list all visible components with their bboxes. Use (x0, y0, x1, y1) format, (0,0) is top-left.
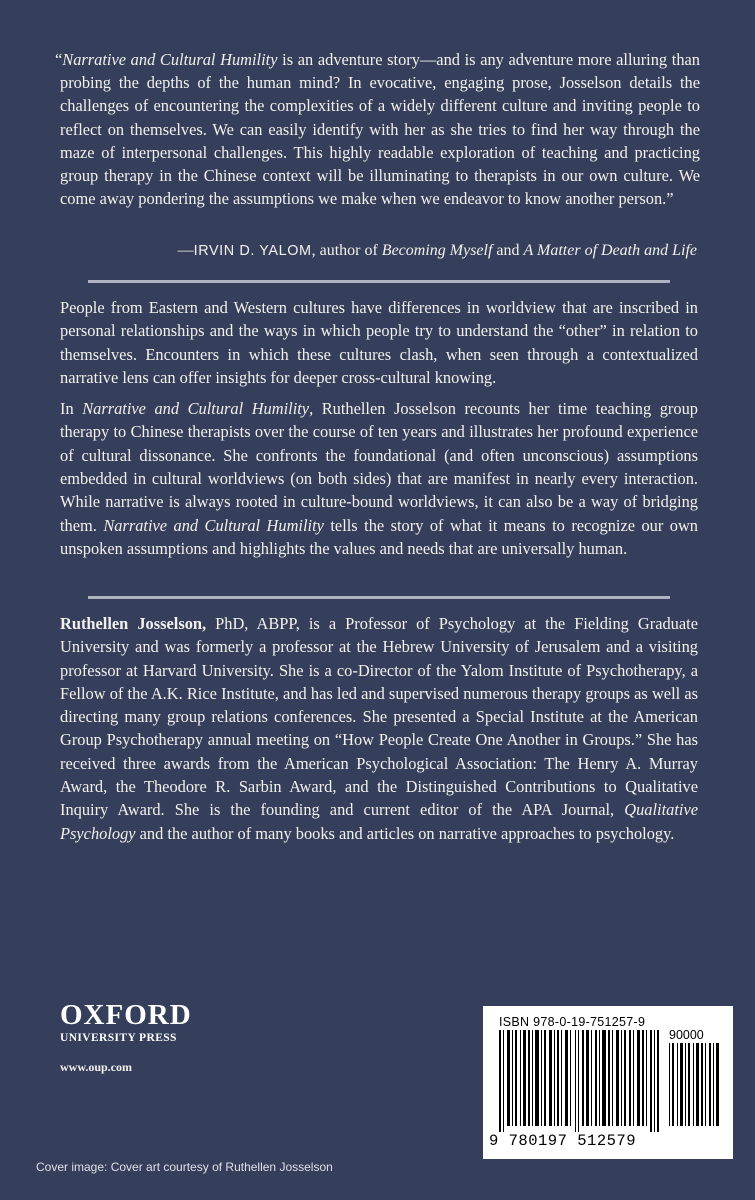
publisher-url: www.oup.com (60, 1060, 133, 1074)
publisher-sub: UNIVERSITY PRESS (60, 1032, 177, 1044)
barcode-digits: 9 780197 512579 (489, 1132, 637, 1150)
endorsement-attribution (60, 242, 697, 260)
author-bio (60, 612, 698, 845)
para2-pre: In (60, 399, 83, 419)
divider-top (88, 280, 670, 283)
price-addon-label: 90000 (669, 1028, 704, 1042)
isbn-label: ISBN 978-0-19-751257-9 (499, 1015, 646, 1029)
endorsement-quote: “Narrative and Cultural Humility is an adventure story—and is any adventure more alluring than probing the depths of the human mind? In evocative, engaging prose, Josselson details the challenges of encountering the complexities of a widely different culture and inviting people to reflect on themselves. We can easily identify with her as she tries to find her way through the maze of interpersonal challenges. This highly readable exploration of teaching and practicing group therapy in the Chinese context will be illuminating to therapists in our own culture. We come away pondering the assumptions we make when we endeavor to know another person.” (55, 50, 700, 209)
para2-mid: , Ruthellen Josselson recounts her time teaching group therapy to Chinese therapists over the course of ten years and illustrates her profound experience of cultural dissonance. She confronts the foundational (and often unconscious) assumptions embedded in cultural worldviews (on both sides) that are manifest in nearly every interaction. While narrative is always rooted in culture-bound worldviews, it can also be a way of bridging them. (60, 399, 698, 535)
ean-barcode-bars (499, 1030, 664, 1132)
cover-credit: Cover image: Cover art courtesy of Ruthellen Josselson (36, 1160, 333, 1174)
para2-end: tells the story of what it means to recognize our own unspoken assumptions and highlights the values and needs that are universally human. (60, 515, 698, 558)
publisher-logo (60, 1000, 192, 1044)
bio-text-end: and the author of many books and articles on narrative approaches to psychology. (135, 823, 675, 843)
endorser-book-2: A Matter of Death and Life (523, 242, 697, 259)
bio-text: PhD, ABPP, is a Professor of Psychology at the Fielding Graduate University and was formerly a professor at the Hebrew University of Jerusalem and a visiting professor at Harvard University. She is a co-Director of the Yalom Institute of Psychotherapy, a Fellow of the A.K. Rice Institute, and has led and supervised numerous therapy groups as well as directing many group relations conferences. She presented a Special Institute at the American Group Psychotherapy annual meeting on “How People Create One Another in Groups.” She has received three awards from the American Psychological Association: The Henry A. Murray Award, the Theodore R. Sarbin Award, and the Distinguished Contributions to Qualitative Inquiry Award. She is the founding and current editor of the APA Journal, (60, 614, 698, 820)
para2-title-2: Narrative and Cultural Humility (103, 515, 324, 535)
publisher-name: OXFORD (60, 999, 192, 1031)
book-description (60, 296, 698, 568)
description-paragraph-2 (60, 397, 698, 560)
para2-title: Narrative and Cultural Humility (82, 399, 310, 419)
book-title-italic: Narrative and Cultural Humility (62, 50, 278, 69)
endorsement-text: is an adventure story—and is any adventure more alluring than probing the depths of the human mind? In evocative, engaging prose, Josselson details the challenges of encountering the complexities of a widely different culture and inviting people to reflect on themselves. We can easily identify with her as she tries to find her way through the maze of interpersonal challenges. This highly readable exploration of teaching and practicing group therapy in the Chinese context will be illuminating to therapists in our own culture. We come away pondering the assumptions we make when we endeavor to know another person.” (60, 50, 700, 209)
endorser-book-1: Becoming Myself (381, 242, 493, 259)
isbn-barcode (483, 1006, 733, 1159)
journal-title: Qualitative Psychology (60, 800, 698, 843)
description-paragraph-1: People from Eastern and Western cultures have differences in worldview that are inscribed in personal relationships and the ways in which people try to understand the “other” in relation to themselves. Encounters in which these cultures clash, when seen through a contextualized narrative lens can offer insights for deeper cross-cultural knowing. (60, 298, 698, 387)
attribution-text: , author of (311, 242, 382, 259)
price-addon-bars (669, 1043, 721, 1126)
endorser-name: IRVIN D. YALOM (193, 243, 312, 259)
attribution-dash: — (177, 242, 194, 259)
attribution-and: and (492, 242, 524, 259)
divider-bottom (88, 596, 670, 599)
author-name: Ruthellen Josselson, (60, 614, 207, 633)
